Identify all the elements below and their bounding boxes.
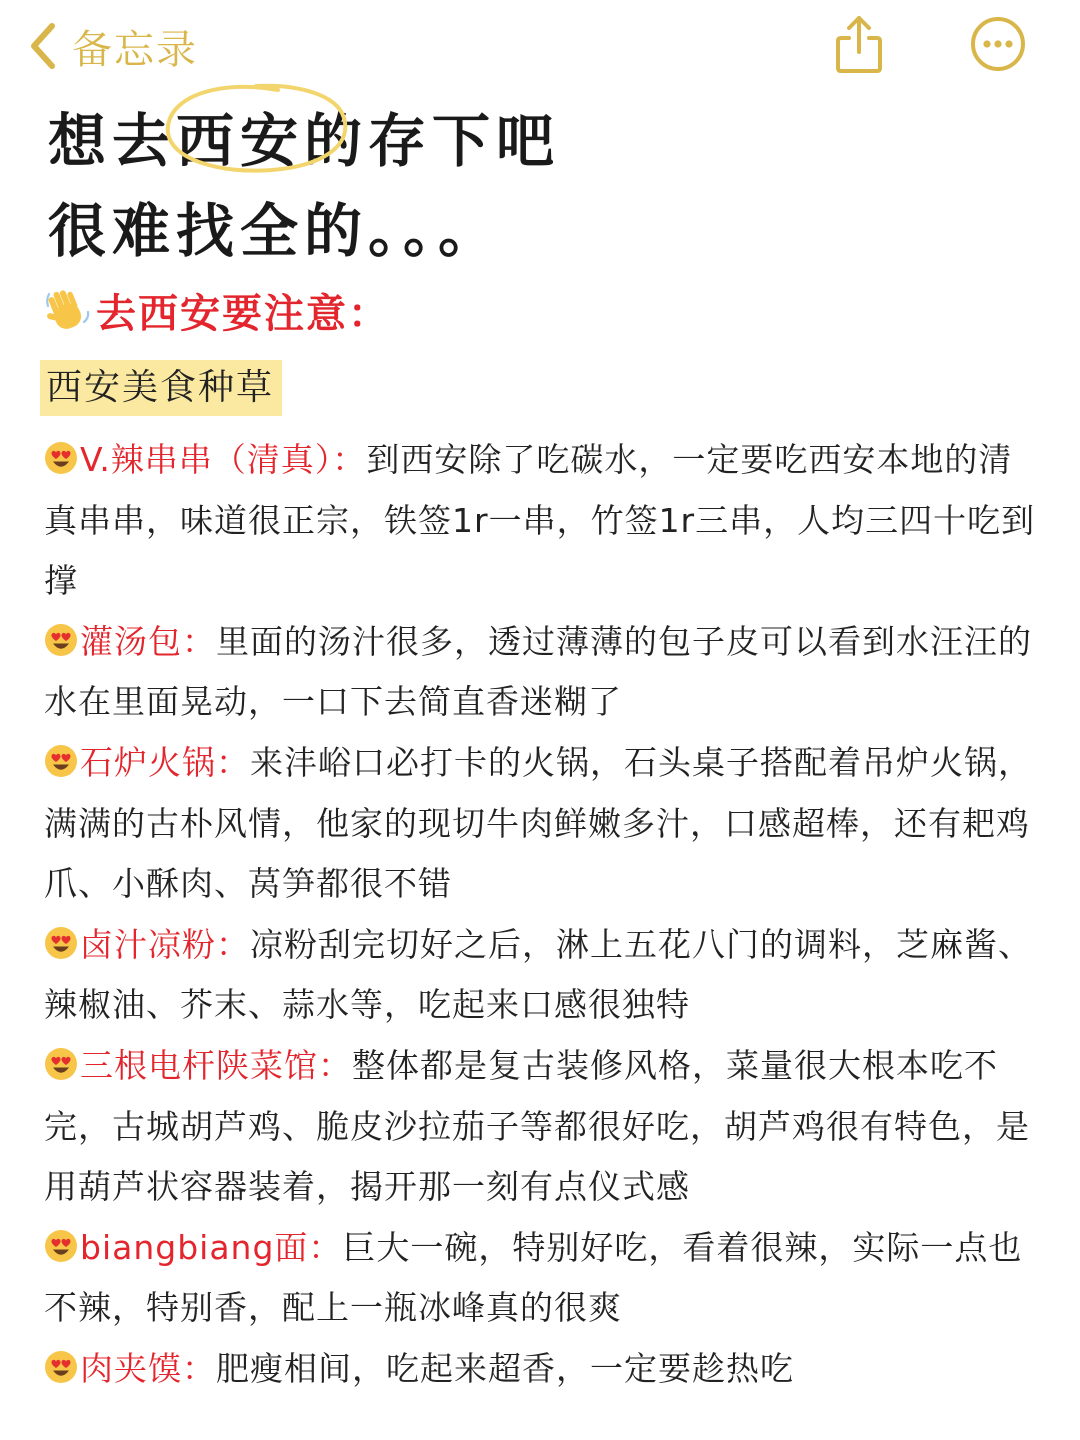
chevron-left-icon xyxy=(28,22,58,70)
waving-hand-icon xyxy=(44,286,92,334)
share-icon xyxy=(832,14,886,74)
item-description: 巨大一碗，特别好吃，看着很辣，实际一点也不辣，特别香，配上一瓶冰峰真的很爽 xyxy=(44,1227,1023,1328)
notice-text: 去西安要注意： xyxy=(96,290,390,337)
item-name: V.辣串串（清真）： xyxy=(80,440,367,479)
list-item xyxy=(44,612,1044,733)
share-button[interactable] xyxy=(829,12,889,76)
item-description: 到西安除了吃碳水，一定要吃西安本地的清真串串，味道很正宗，铁签1r一串，竹签1r三串，人均三四十吃到撑 xyxy=(44,440,1036,601)
item-description: 里面的汤汁很多，透过薄薄的包子皮可以看到水汪汪的水在里面晃动，一口下去简直香迷糊了 xyxy=(44,621,1032,722)
section-label: 西安美食种草 xyxy=(40,360,282,416)
item-name: 灌汤包： xyxy=(80,621,216,661)
heart-eyes-emoji-icon xyxy=(44,1047,78,1081)
heart-eyes-emoji-icon xyxy=(44,623,78,657)
back-label: 备忘录 xyxy=(72,26,198,73)
list-item xyxy=(44,915,1044,1036)
notice-heading xyxy=(44,280,390,340)
list-item xyxy=(44,1339,1044,1400)
more-icon xyxy=(969,15,1027,73)
item-description: 来沣峪口必打卡的火锅，石头桌子搭配着吊炉火锅，满满的古朴风情，他家的现切牛肉鲜嫩多汁，口感超棒，还有耙鸡爪、小酥肉、莴笋都很不错 xyxy=(44,742,1032,904)
list-item xyxy=(44,1218,1044,1339)
food-list xyxy=(44,430,1044,1400)
circle-annotation xyxy=(156,74,356,182)
list-item xyxy=(44,1036,1044,1218)
more-options-button[interactable] xyxy=(968,12,1028,76)
item-name: 三根电杆陕菜馆： xyxy=(80,1045,352,1085)
item-name: 石炉火锅： xyxy=(80,742,250,782)
back-button[interactable] xyxy=(28,14,198,78)
list-item xyxy=(44,430,1044,612)
title-line-1: 想去西安的存下吧 xyxy=(48,107,561,175)
heart-eyes-emoji-icon xyxy=(44,744,78,778)
heart-eyes-emoji-icon xyxy=(44,926,78,960)
note-title xyxy=(48,96,1048,276)
list-item xyxy=(44,733,1044,915)
heart-eyes-emoji-icon xyxy=(44,1229,78,1263)
item-description: 整体都是复古装修风格，菜量很大根本吃不完，古城胡芦鸡、脆皮沙拉茄子等都很好吃，胡芦鸡很有特色，是用葫芦状容器装着，揭开那一刻有点仪式感 xyxy=(44,1045,1030,1207)
item-name: 卤汁凉粉： xyxy=(80,924,250,964)
heart-eyes-emoji-icon xyxy=(44,441,78,475)
item-description: 肥瘦相间，吃起来超香，一定要趁热吃 xyxy=(216,1348,794,1388)
title-line-2: 很难找全的。。。 xyxy=(48,197,503,265)
item-name: 肉夹馍： xyxy=(80,1348,216,1388)
item-description: 凉粉刮完切好之后，淋上五花八门的调料，芝麻酱、辣椒油、芥末、蒜水等，吃起来口感很独特 xyxy=(44,924,1032,1025)
heart-eyes-emoji-icon xyxy=(44,1350,78,1384)
item-name: biangbiang面： xyxy=(80,1227,343,1267)
